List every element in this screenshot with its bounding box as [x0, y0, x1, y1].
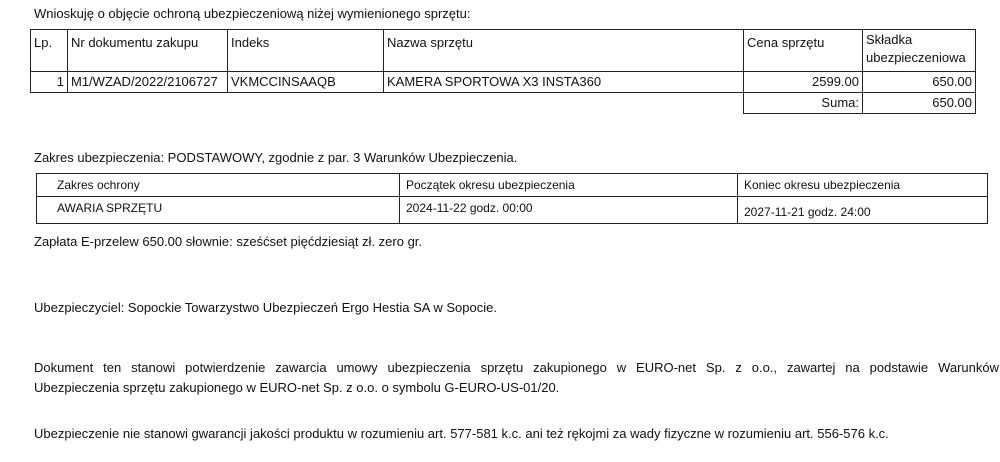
- insurer-text: Ubezpieczyciel: Sopockie Towarzystwo Ubezpieczeń Ergo Hestia SA w Sopocie.: [34, 300, 497, 315]
- row-doc-no: M1/WZAD/2022/2106727: [68, 72, 228, 93]
- header-index: Indeks: [228, 30, 384, 72]
- sum-row: [31, 93, 976, 114]
- row-start: 2024-11-22 godz. 00:00: [400, 197, 738, 224]
- header-premium: [863, 30, 976, 72]
- header-name: Nazwa sprzętu: [384, 30, 744, 72]
- document-statement-line1: Dokument ten stanowi potwierdzenie zawarcia umowy ubezpieczenia sprzętu zakupionego w EURO-net Sp. z o.o., zawartej na podstawie Warunków: [34, 360, 999, 375]
- warranty-text: Ubezpieczenie nie stanowi gwarancji jakości produktu w rozumieniu art. 577-581 k.c. ani też rękojmi za wady fizyczne w rozumieniu art. 556-576 k.c.: [34, 426, 889, 441]
- header-end: Koniec okresu ubezpieczenia: [738, 174, 988, 197]
- table-row: [31, 72, 976, 93]
- header-premium-line2: ubezpieczeniowa: [866, 50, 966, 65]
- row-end: 2027-11-21 godz. 24:00: [738, 197, 988, 224]
- header-lp: Lp.: [31, 30, 68, 72]
- sum-label: Suma:: [744, 93, 863, 114]
- equipment-table-header-row: [31, 30, 976, 72]
- equipment-table: [30, 29, 976, 114]
- document-statement: [34, 358, 999, 398]
- header-doc-no: Nr dokumentu zakupu: [68, 30, 228, 72]
- header-scope: Zakres ochrony: [37, 174, 400, 197]
- header-start: Początek okresu ubezpieczenia: [400, 174, 738, 197]
- row-price: 2599.00: [744, 72, 863, 93]
- row-lp: 1: [31, 72, 68, 93]
- row-scope: AWARIA SPRZĘTU: [37, 197, 400, 224]
- sum-value: 650.00: [863, 93, 976, 114]
- row-name: KAMERA SPORTOWA X3 INSTA360: [384, 72, 744, 93]
- table-row: [37, 197, 988, 224]
- coverage-table-header-row: [37, 174, 988, 197]
- row-index: VKMCCINSAAQB: [228, 72, 384, 93]
- document-statement-line2: Ubezpieczenia sprzętu zakupionego w EURO-net Sp. z o.o. o symbolu G-EURO-US-01/20.: [34, 380, 560, 395]
- intro-text: Wnioskuję o objęcie ochroną ubezpieczeniową niżej wymienionego sprzętu:: [34, 6, 471, 21]
- coverage-table: [36, 173, 988, 224]
- header-price: Cena sprzętu: [744, 30, 863, 72]
- payment-text: Zapłata E-przelew 650.00 słownie: sześćset pięćdziesiąt zł. zero gr.: [34, 234, 423, 249]
- header-premium-line1: Składka: [866, 32, 913, 47]
- row-premium: 650.00: [863, 72, 976, 93]
- scope-text: Zakres ubezpieczenia: PODSTAWOWY, zgodnie z par. 3 Warunków Ubezpieczenia.: [34, 150, 518, 165]
